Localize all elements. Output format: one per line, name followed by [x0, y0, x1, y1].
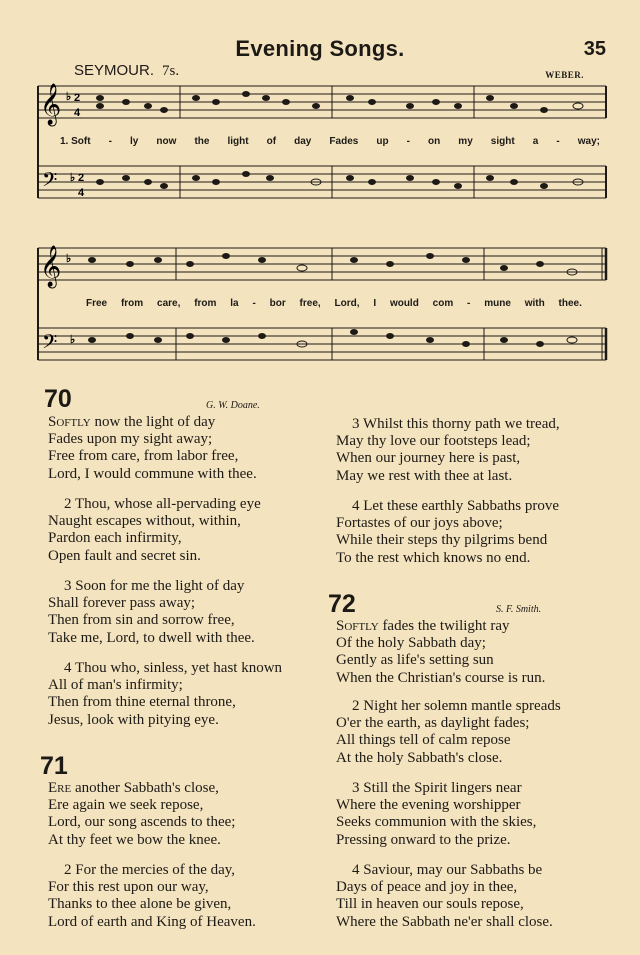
hymn-72-stanza-4: 4 Saviour, may our Sabbaths be Days of peace and joy in thee, Till in heaven our souls repose, Where the Sabbath ne'er shall close. — [336, 862, 553, 930]
svg-text:♭: ♭ — [66, 91, 72, 103]
tune-meter: 7s. — [162, 63, 180, 79]
music-lyric-line-1: 1. Soft - ly now the light of day Fades up - on my sight a - way; — [60, 136, 600, 147]
hymn-70-stanza-4: 4 Thou who, sinless, yet hast known All of man's infirmity; Then from thine eternal throne, Jesus, look with pitying eye. — [48, 660, 283, 728]
svg-text:4: 4 — [74, 107, 81, 119]
hymn-72-stanza-3: 3 Still the Spirit lingers near Where the evening worshipper Seeks communion with the skies, Pressing onward to the prize. — [336, 780, 537, 848]
hymn-70-author: G. W. Doane. — [206, 400, 260, 411]
page-number: 35 — [583, 38, 606, 60]
tune-title: SEYMOUR. — [74, 62, 155, 79]
svg-text:2: 2 — [78, 172, 85, 184]
music-system-1 — [0, 78, 640, 218]
hymn-71-stanza-1: Ere another Sabbath's close, Ere again we seek repose, Lord, our song ascends to thee; At thy feet we bow the knee. — [48, 780, 236, 848]
svg-text:♭: ♭ — [70, 334, 76, 346]
svg-text:2: 2 — [74, 92, 81, 104]
page-title: Evening Songs. — [235, 36, 405, 61]
hymn-70-stanza-1: Softly now the light of day Fades upon my sight away; Free from care, from labor free, Lord, I would commune with thee. — [48, 414, 257, 482]
hymn-72-author: S. F. Smith. — [496, 604, 542, 615]
svg-text:𝄢: 𝄢 — [42, 330, 58, 358]
svg-text:♭: ♭ — [70, 172, 76, 184]
composer: WEBER. — [545, 70, 584, 80]
svg-text:𝄞: 𝄞 — [40, 84, 62, 125]
hymn-number-70: 70 — [44, 385, 72, 413]
hymn-70-stanza-3: 3 Soon for me the light of day Shall forever pass away; Then from sin and sorrow free, Take me, Lord, to dwell with thee. — [48, 578, 255, 646]
svg-text:4: 4 — [78, 187, 85, 199]
hymn-72-stanza-2: 2 Night her solemn mantle spreads O'er the earth, as daylight fades; All things tell of calm repose At the holy Sabbath's close. — [336, 698, 561, 766]
svg-text:𝄞: 𝄞 — [40, 246, 62, 287]
svg-text:𝄢: 𝄢 — [42, 168, 58, 196]
hymn-number-72: 72 — [328, 590, 356, 618]
hymn-72-stanza-1: Softly fades the twilight ray Of the holy Sabbath day; Gently as life's setting sun When the Christian's course is run. — [336, 618, 546, 686]
hymn-70-stanza-2: 2 Thou, whose all-pervading eye Naught escapes without, within, Pardon each infirmity, Open fault and secret sin. — [48, 496, 261, 564]
hymn-70-stanza-right-3: 3 Whilst this thorny path we tread, May thy love our footsteps lead; When our journey here is past, May we rest with thee at last. — [336, 416, 560, 484]
hymn-number-71: 71 — [40, 752, 68, 780]
hymn-70-stanza-right-4: 4 Let these earthly Sabbaths prove Fortastes of our joys above; While their steps thy pilgrims bend To the rest which knows no end. — [336, 498, 560, 566]
hymn-71-stanza-2: 2 For the mercies of the day, For this rest upon our way, Thanks to thee alone be given, Lord of earth and King of Heaven. — [48, 862, 256, 930]
music-lyric-line-2: Free from care, from la - bor free, Lord, I would com - mune with thee. — [86, 298, 582, 309]
svg-text:♭: ♭ — [66, 253, 72, 265]
